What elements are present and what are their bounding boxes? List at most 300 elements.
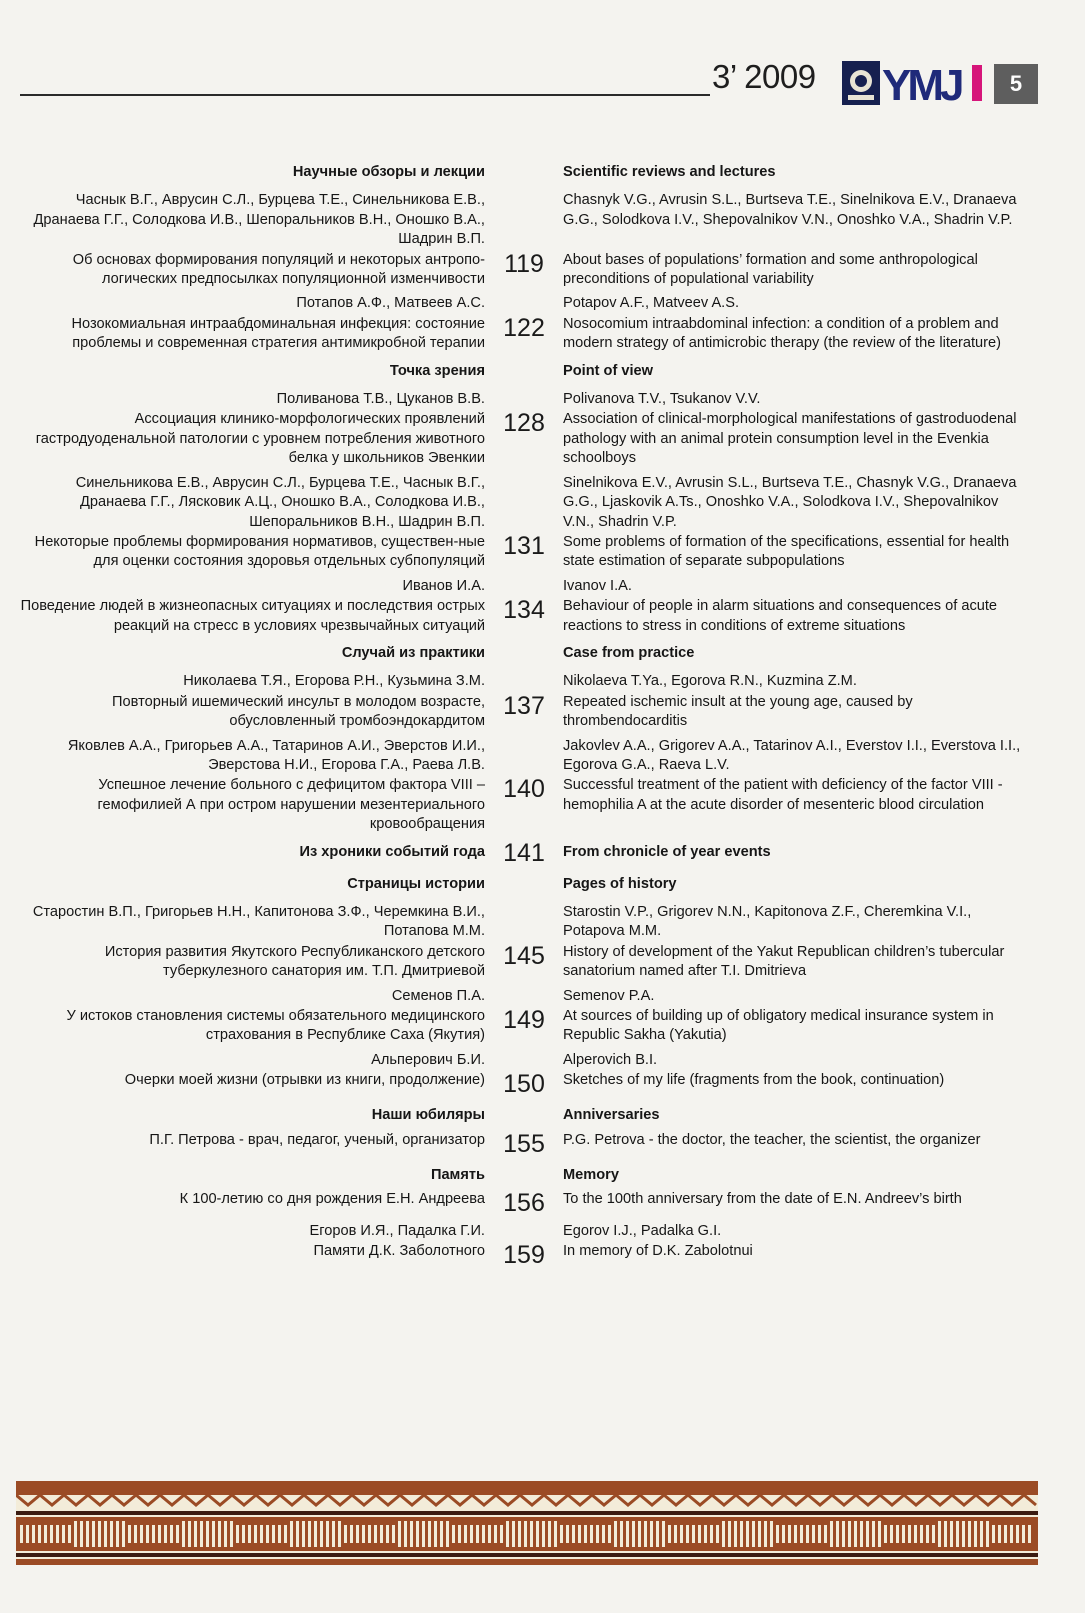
ornament-stripe (128, 1525, 131, 1543)
toc-en-text: Starostin V.P., Grigorev N.N., Kapitonova Z.F., Cheremkina V.I., Potapova M.M. (563, 904, 972, 940)
toc-page-number (485, 982, 563, 1006)
ornament-stripe (236, 1525, 239, 1543)
toc-page-number: 134 (503, 596, 545, 625)
toc-page-number: 149 (503, 1006, 545, 1035)
ornament-stripe (560, 1525, 563, 1543)
ornament-stripe (728, 1521, 731, 1547)
ornament-stripe (482, 1525, 485, 1543)
ornament-stripe (290, 1521, 293, 1547)
toc-section-row (0, 354, 1085, 385)
toc-page-number: 131 (503, 531, 545, 560)
toc-article-row (0, 942, 1085, 982)
ornament-stripe (872, 1521, 875, 1547)
toc-page-number: 155 (503, 1129, 545, 1158)
ornament-stripe (494, 1525, 497, 1543)
toc-page-number (485, 898, 563, 942)
toc-en-text: Memory (563, 1166, 619, 1183)
toc-page-number: 137 (503, 691, 545, 720)
toc-ru-text: Поведение людей в жизнеопасных ситуациях и последствия острых реакций на стресс в условиях чрезвычайных ситуаций (20, 598, 485, 634)
ornament-stripe (170, 1525, 173, 1543)
ornament-stripe (920, 1525, 923, 1543)
ornament-stripe (854, 1521, 857, 1547)
ornament-stripe (698, 1525, 701, 1543)
ornament-stripe (674, 1525, 677, 1543)
toc-ru-text: Потапов А.Ф., Матвеев А.С. (296, 295, 485, 312)
ornament-stripe (776, 1525, 779, 1543)
ornament-stripe (536, 1521, 539, 1547)
ornament-stripe (740, 1521, 743, 1547)
ornament-line (16, 1511, 1038, 1515)
ornament-stripe (470, 1525, 473, 1543)
decorative-ornament-band (16, 1481, 1038, 1565)
ornament-stripe (818, 1525, 821, 1543)
ornament-stripe (464, 1525, 467, 1543)
ornament-stripe (278, 1525, 281, 1543)
table-of-contents (0, 155, 1085, 1269)
toc-en-text: Successful treatment of the patient with deficiency of the factor VIII - hemophilia A at the acute disorder of mesenteric blood circulation (563, 777, 1003, 813)
toc-page-number (485, 1217, 563, 1241)
ornament-stripe (842, 1521, 845, 1547)
ornament-stripe (908, 1525, 911, 1543)
toc-article-row (0, 1130, 1085, 1158)
ornament-stripe (182, 1521, 185, 1547)
ornament-stripe (374, 1525, 377, 1543)
toc-en-text: Scientific reviews and lectures (563, 164, 776, 180)
toc-ru-text: Об основах формирования популяций и некоторых антропо-логических предпосылках популяционной изменчивости (72, 251, 485, 288)
ornament-stripe (404, 1521, 407, 1547)
toc-page-number (485, 1158, 563, 1189)
toc-page-number: 159 (503, 1241, 545, 1270)
toc-page-number (485, 1046, 563, 1070)
ornament-stripe (992, 1525, 995, 1543)
toc-ru-text: Точка зрения (389, 362, 485, 379)
ornament-stripe (830, 1521, 833, 1547)
ornament-stripe (662, 1521, 665, 1547)
toc-page-number: 141 (503, 838, 545, 867)
logo-accent (972, 65, 982, 101)
ornament-stripe (800, 1525, 803, 1543)
toc-en-text: Nosocomium intraabdominal infection: a condition of a problem and modern strategy of antimicrobic therapy (the review of the literature) (563, 315, 1002, 352)
ornament-stripe (572, 1525, 575, 1543)
toc-page-number (485, 636, 563, 667)
toc-article-row (0, 409, 1085, 468)
toc-ru-text: Успешное лечение больного с дефицитом фактора VIII – гемофилией А при остром нарушении мезентериального кровообращения (97, 777, 485, 833)
toc-article-row (0, 775, 1085, 834)
toc-article-row (0, 692, 1085, 732)
toc-article-row (0, 532, 1085, 572)
toc-ru-text: У истоков становления системы обязательного медицинского страхования в Республике Саха (Якутия) (66, 1008, 485, 1044)
ornament-top-band (16, 1481, 1038, 1495)
toc-authors-row (0, 572, 1085, 596)
ornament-stripe (518, 1521, 521, 1547)
toc-page-number: 145 (503, 941, 545, 970)
ornament-stripe (806, 1525, 809, 1543)
ornament-stripe (284, 1525, 287, 1543)
toc-ru-text: Памяти Д.К. Заболотного (313, 1243, 485, 1260)
ornament-stripe (596, 1525, 599, 1543)
ornament-stripe (272, 1525, 275, 1543)
toc-ru-text: Очерки моей жизни (отрывки из книги, продолжение) (124, 1072, 485, 1089)
ornament-stripe (656, 1521, 659, 1547)
toc-authors-row (0, 469, 1085, 532)
ornament-stripe (878, 1521, 881, 1547)
ornament-stripe (176, 1525, 179, 1543)
toc-page-number: 140 (503, 775, 545, 804)
ornament-stripe (890, 1525, 893, 1543)
ornament-stripe (266, 1525, 269, 1543)
toc-article-row (0, 596, 1085, 636)
toc-section-row (0, 867, 1085, 898)
ornament-stripe (458, 1525, 461, 1543)
toc-ru-text: Память (430, 1166, 485, 1183)
toc-page-number (485, 186, 563, 249)
ornament-stripe (566, 1525, 569, 1543)
ornament-stripe (914, 1525, 917, 1543)
ornament-stripe (836, 1521, 839, 1547)
journal-logo (842, 61, 992, 105)
ornament-stripe (332, 1521, 335, 1547)
ornament-stripe (794, 1525, 797, 1543)
ornament-stripe (512, 1521, 515, 1547)
ornament-stripe (770, 1521, 773, 1547)
ornament-stripe (242, 1525, 245, 1543)
toc-authors-row (0, 1046, 1085, 1070)
ornament-stripe (974, 1521, 977, 1547)
toc-ru-text: Ассоциация клинико-морфологических проявлений гастродуоденальной патологии с уровнем потребления животного белка у школьников Эвенкии (35, 411, 485, 467)
ornament-stripe (746, 1521, 749, 1547)
ornament-stripe (638, 1521, 641, 1547)
ornament-stripe (1010, 1525, 1013, 1543)
toc-page-number (485, 1098, 563, 1129)
ornament-stripe (338, 1521, 341, 1547)
toc-en-text: Semenov P.A. (563, 987, 655, 1004)
toc-page-number (485, 732, 563, 776)
ornament-stripe (152, 1525, 155, 1543)
ornament-stripe (200, 1521, 203, 1547)
ornament-stripe (548, 1521, 551, 1547)
ornament-stripe (980, 1521, 983, 1547)
toc-ru-text: Случай из практики (341, 644, 485, 661)
ornament-stripe (860, 1521, 863, 1547)
ornament-stripe (686, 1525, 689, 1543)
ornament-stripe (62, 1525, 65, 1543)
toc-en-text: Polivanova T.V., Tsukanov V.V. (563, 391, 761, 408)
ornament-stripe (524, 1521, 527, 1547)
toc-ru-text: Из хроники событий года (299, 843, 485, 860)
ornament-stripe (302, 1521, 305, 1547)
ornament-stripe (212, 1521, 215, 1547)
ornament-stripe (224, 1521, 227, 1547)
ornament-stripe (368, 1525, 371, 1543)
ornament-stripe (314, 1521, 317, 1547)
toc-ru-text: Нозокомиальная интраабдоминальная инфекция: состояние проблемы и современная стратегия антимикробной терапии (71, 315, 485, 352)
ornament-stripe (26, 1525, 29, 1543)
toc-page-number: 156 (503, 1189, 545, 1218)
ornament-stripe (962, 1521, 965, 1547)
toc-ru-text: Научные обзоры и лекции (292, 164, 485, 180)
ornament-stripe (620, 1521, 623, 1547)
ornament-stripe (710, 1525, 713, 1543)
page-number: 5 (994, 64, 1038, 104)
toc-ru-text: Яковлев А.А., Григорьев А.А., Татаринов А.И., Эверстов И.И., Эверстова Н.И., Егорова Г.А., Раева Л.В. (67, 737, 485, 773)
ornament-stripe (944, 1521, 947, 1547)
toc-section-row (0, 155, 1085, 186)
ornament-stripe (926, 1525, 929, 1543)
toc-en-text: About bases of populations’ formation and some anthropological preconditions of populational variability (563, 251, 978, 288)
toc-en-text: At sources of building up of obligatory medical insurance system in Republic Sakha (Yakutia) (563, 1008, 994, 1044)
toc-en-text: In memory of D.K. Zabolotnui (563, 1243, 753, 1260)
ornament-stripe (92, 1521, 95, 1547)
toc-article-row (0, 314, 1085, 354)
toc-en-text: Ivanov I.A. (563, 577, 632, 594)
ornament-stripe (362, 1525, 365, 1543)
toc-section-row (0, 1158, 1085, 1189)
toc-page-number (485, 667, 563, 691)
ornament-stripe (68, 1525, 71, 1543)
toc-en-text: Alperovich B.I. (563, 1051, 658, 1068)
toc-en-text: History of development of the Yakut Republican children’s tubercular sanatorium named after T.I. Dmitrieva (563, 943, 1005, 980)
toc-en-text: Chasnyk V.G., Avrusin S.L., Burtseva T.E., Sinelnikova E.V., Dranaeva G.G., Solodkova I.V., Shepovalnikov V.N., Onoshko V.A., Shadrin V.P. (563, 192, 1017, 228)
ornament-stripe (632, 1521, 635, 1547)
ornament-stripe (104, 1521, 107, 1547)
toc-page-number (485, 572, 563, 596)
toc-ru-text: П.Г. Петрова - врач, педагог, ученый, организатор (149, 1131, 485, 1148)
toc-article-row (0, 1070, 1085, 1098)
toc-en-text: Some problems of formation of the specifications, essential for health state estimation of separate subpopulations (563, 533, 1010, 570)
toc-ru-text: Егоров И.Я., Падалка Г.И. (309, 1223, 485, 1240)
ornament-stripe (866, 1521, 869, 1547)
toc-section-page-row (0, 835, 1085, 867)
toc-page-number (485, 385, 563, 409)
ornament-stripe (896, 1525, 899, 1543)
ornament-stripe (812, 1525, 815, 1543)
ornament-stripe (716, 1525, 719, 1543)
ornament-stripe (206, 1521, 209, 1547)
ornament-stripe (902, 1525, 905, 1543)
ornament-stripe (680, 1525, 683, 1543)
ornament-stripe (554, 1521, 557, 1547)
toc-page-number: 119 (504, 249, 544, 278)
toc-en-text: Sinelnikova E.V., Avrusin S.L., Burtseva T.E., Chasnyk V.G., Dranaeva G.G., Ljaskovik A.Ts., Onoshko V.A., Solodkova I.V., Shepovalnikov V.N., Shadrin V.P. (563, 474, 1017, 530)
ornament-stripe (644, 1521, 647, 1547)
toc-en-text: Behaviour of people in alarm situations and consequences of acute reactions to stress in conditions of extreme situations (563, 598, 998, 634)
ornament-stripe (848, 1521, 851, 1547)
ornament-stripe (932, 1525, 935, 1543)
ornament-stripe (254, 1525, 257, 1543)
toc-ru-text: Синельникова Е.В., Аврусин С.Л., Бурцева Т.Е., Часнык В.Г., Дранаева Г.Г., Лясковик А.Ц., Оношко В.А., Солодкова И.В., Шепоральников В.Н., Шадрин В.П. (75, 474, 485, 530)
ornament-stripe (296, 1521, 299, 1547)
toc-en-text: Association of clinical-morphological manifestations of gastroduodenal pathology with an animal protein consumption level in the Evenkia schoolboys (563, 411, 1017, 467)
toc-page-number (485, 867, 563, 898)
ornament-stripe (416, 1521, 419, 1547)
ornament-stripe (722, 1521, 725, 1547)
toc-page-number (485, 354, 563, 385)
ornament-stripe (74, 1521, 77, 1547)
ornament-stripe (788, 1525, 791, 1543)
toc-en-text: Point of view (563, 362, 653, 379)
ornament-stripe (734, 1521, 737, 1547)
ornament-stripe (428, 1521, 431, 1547)
toc-page-number: 150 (503, 1070, 545, 1099)
ornament-stripe (626, 1521, 629, 1547)
ornament-stripe (1028, 1525, 1031, 1543)
ornament-stripe (938, 1521, 941, 1547)
ornament-stripe (668, 1525, 671, 1543)
toc-ru-text: Иванов И.А. (402, 577, 485, 594)
ornament-stripe (752, 1521, 755, 1547)
ornament-stripe (110, 1521, 113, 1547)
ornament-stripe (80, 1521, 83, 1547)
toc-ru-text: Старостин В.П., Григорьев Н.Н., Капитонова З.Ф., Черемкина В.И., Потапова М.М. (32, 904, 485, 940)
ornament-bottom-band (16, 1559, 1038, 1565)
ornament-stripe (218, 1521, 221, 1547)
header-rule (20, 94, 710, 96)
ornament-stripe (326, 1521, 329, 1547)
ornament-stripe (704, 1525, 707, 1543)
toc-en-text: Sketches of my life (fragments from the book, continuation) (563, 1072, 945, 1089)
ornament-stripe (158, 1525, 161, 1543)
toc-authors-row (0, 1217, 1085, 1241)
ornament-stripe (32, 1525, 35, 1543)
ornament-stripe (422, 1521, 425, 1547)
toc-ru-text: К 100-летию со дня рождения Е.Н. Андреева (179, 1191, 485, 1208)
toc-ru-text: Наши юбиляры (371, 1107, 485, 1124)
toc-en-text: Egorov I.J., Padalka G.I. (563, 1223, 722, 1240)
ornament-stripe (542, 1521, 545, 1547)
ornament-stripe (590, 1525, 593, 1543)
ornament-stripe (968, 1521, 971, 1547)
issue-number: 3’ 2009 (712, 58, 816, 95)
ornament-stripe (50, 1525, 53, 1543)
ornament-stripe (764, 1521, 767, 1547)
ornament-stripe (356, 1525, 359, 1543)
toc-en-text: Potapov A.F., Matveev A.S. (563, 295, 740, 312)
ornament-stripe (584, 1525, 587, 1543)
ornament-stripe (188, 1521, 191, 1547)
ornament-stripe (308, 1521, 311, 1547)
toc-ru-text: Повторный ишемический инсульт в молодом возрасте, обусловленный тромбоэндокардитом (112, 693, 485, 730)
toc-en-text: Nikolaeva T.Ya., Egorova R.N., Kuzmina Z.M. (563, 673, 857, 690)
ornament-stripe (758, 1521, 761, 1547)
ornament-stripe (434, 1521, 437, 1547)
ornament-stripe (122, 1521, 125, 1547)
ornament-stripe (44, 1525, 47, 1543)
toc-article-row (0, 1006, 1085, 1046)
ornament-stripe (602, 1525, 605, 1543)
toc-en-text: To the 100th anniversary from the date of E.N. Andreev’s birth (563, 1191, 962, 1208)
ornament-stripe (440, 1521, 443, 1547)
ornament-stripe (164, 1525, 167, 1543)
ornament-stripe (614, 1521, 617, 1547)
ornament-stripe (56, 1525, 59, 1543)
ornament-stripe (398, 1521, 401, 1547)
ornament-stripe (344, 1525, 347, 1543)
ornament-stripe (248, 1525, 251, 1543)
ornament-stripe (410, 1521, 413, 1547)
ornament-stripe (140, 1525, 143, 1543)
ornament-stripe (380, 1525, 383, 1543)
toc-authors-row (0, 186, 1085, 249)
ornament-stripe (782, 1525, 785, 1543)
ornament-stripe (608, 1525, 611, 1543)
toc-en-text: From chronicle of year events (563, 843, 771, 860)
toc-en-text: Pages of history (563, 875, 677, 892)
toc-ru-text: История развития Якутского Республиканского детского туберкулезного санатория им. Т.П. Дмитриевой (104, 943, 485, 980)
ornament-stripe (194, 1521, 197, 1547)
ornament-stripe (506, 1521, 509, 1547)
ornament-stripe (824, 1525, 827, 1543)
toc-en-text: Anniversaries (563, 1107, 660, 1124)
ornament-stripe (320, 1521, 323, 1547)
ornament-stripe (986, 1521, 989, 1547)
ornament-stripe (950, 1521, 953, 1547)
ornament-stripe (488, 1525, 491, 1543)
toc-page-number (485, 469, 563, 532)
ornament-stripe (998, 1525, 1001, 1543)
toc-en-text: P.G. Petrova - the doctor, the teacher, the scientist, the organizer (563, 1131, 981, 1148)
ornament-stripe (476, 1525, 479, 1543)
ornament-stripe (446, 1521, 449, 1547)
toc-authors-row (0, 732, 1085, 776)
ornament-stripe (230, 1521, 233, 1547)
toc-ru-text: Поливанова Т.В., Цуканов В.В. (276, 391, 485, 408)
ornament-stripe (134, 1525, 137, 1543)
ornament-stripe (38, 1525, 41, 1543)
ornament-stripe (146, 1525, 149, 1543)
toc-ru-text: Часнык В.Г., Аврусин С.Л., Бурцева Т.Е., Синельникова Е.В., Дранаева Г.Г., Солодкова И.В., Шепоральников В.Н., Оношко В.А., Шадрин В.П. (33, 192, 485, 248)
toc-ru-text: Семенов П.А. (391, 987, 485, 1004)
toc-article-row (0, 250, 1085, 290)
ornament-stripe (500, 1525, 503, 1543)
toc-en-text: Case from practice (563, 644, 695, 661)
toc-authors-row (0, 898, 1085, 942)
ornament-stripe (956, 1521, 959, 1547)
ornament-stripe (260, 1525, 263, 1543)
toc-section-row (0, 636, 1085, 667)
ornament-stripe (392, 1525, 395, 1543)
toc-ru-text: Николаева Т.Я., Егорова Р.Н., Кузьмина З.М. (183, 673, 485, 690)
ornament-stripe (116, 1521, 119, 1547)
ornament-stripe (1016, 1525, 1019, 1543)
toc-page-number: 122 (503, 313, 545, 342)
toc-article-row (0, 1189, 1085, 1217)
toc-page-number (485, 289, 563, 313)
toc-en-text: Repeated ischemic insult at the young age, caused by thrombendocarditis (563, 693, 913, 730)
logo-text: YMJ (882, 61, 961, 105)
toc-authors-row (0, 385, 1085, 409)
ornament-stripe (452, 1525, 455, 1543)
toc-article-row (0, 1241, 1085, 1269)
ornament-stripe (530, 1521, 533, 1547)
ornament-stripe (1022, 1525, 1025, 1543)
ornament-stripe (650, 1521, 653, 1547)
ornament-stripe (884, 1525, 887, 1543)
ornament-stripe (86, 1521, 89, 1547)
toc-authors-row (0, 667, 1085, 691)
toc-authors-row (0, 289, 1085, 313)
ornament-stripe (98, 1521, 101, 1547)
ornament-stripe (386, 1525, 389, 1543)
toc-en-text: Jakovlev A.A., Grigorev A.A., Tatarinov A.I., Everstov I.I., Everstova I.I., Egorova G.A., Raeva L.V. (563, 737, 1021, 773)
ornament-stripe (578, 1525, 581, 1543)
toc-ru-text: Альперович Б.И. (371, 1051, 485, 1068)
ornament-stripe (20, 1525, 23, 1543)
toc-page-number: 128 (503, 409, 545, 438)
ornament-stripe (350, 1525, 353, 1543)
toc-ru-text: Страницы истории (347, 875, 485, 892)
ornament-stripe (1004, 1525, 1007, 1543)
toc-ru-text: Некоторые проблемы формирования нормативов, существен-ные для оценки состояния здоровья отдельных субпопуляций (34, 533, 485, 570)
